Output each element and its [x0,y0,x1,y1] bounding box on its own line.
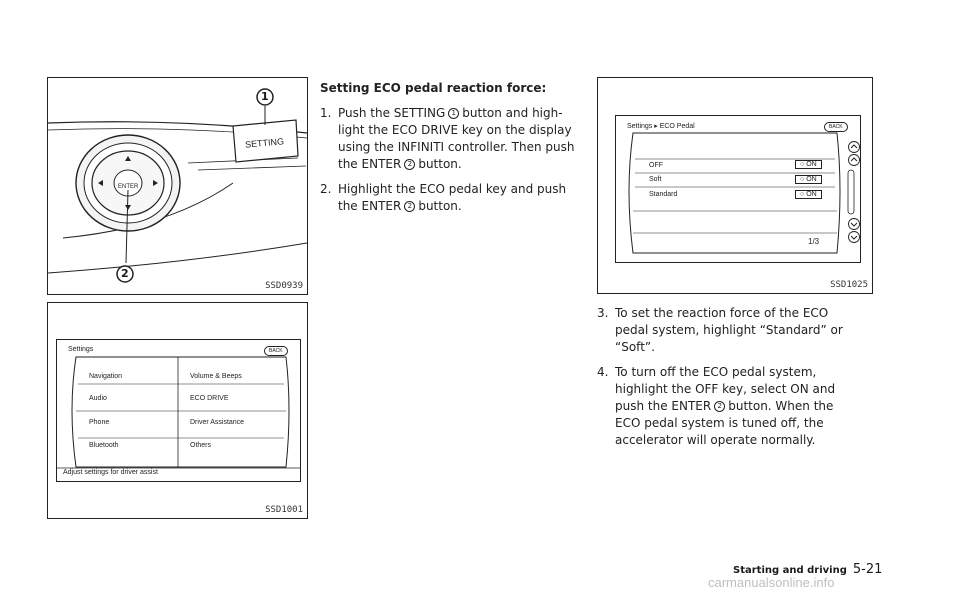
menu-item-eco-drive[interactable]: ECO DRIVE [190,395,229,402]
settings-menu-frame [56,339,301,482]
section-heading: Setting ECO pedal reaction force: [320,81,547,95]
controller-illustration [48,78,307,294]
figure-code: SSD0939 [265,281,303,291]
instructions-column-2 [597,305,877,457]
menu-item-others[interactable]: Others [190,442,212,449]
callout-1-icon: 1 [448,108,459,119]
setting-button-label: SETTING [244,136,285,150]
watermark: carmanualsonline.info [708,575,835,590]
figure-eco-pedal-screen [597,77,873,294]
eco-toggle-standard[interactable]: ○ ON [795,190,822,199]
figure-code: SSD1001 [265,505,303,515]
eco-toggle-off[interactable]: ○ ON [795,160,822,169]
enter-button-label: ENTER [118,184,139,190]
screen-title: Settings [68,346,94,353]
back-button[interactable]: BACK [824,122,848,132]
callout-2-icon: 2 [714,401,725,412]
eco-menu-frame [615,115,861,263]
menu-item-bluetooth[interactable]: Bluetooth [89,442,119,449]
figure-controller [47,77,308,295]
callout-2-icon: 2 [121,267,129,280]
step-2: 2. Highlight the ECO pedal key and push the ENTER 2 button. [320,182,567,213]
back-button[interactable]: BACK [264,346,288,356]
section-name: Starting and driving [733,565,847,576]
step-1: 1. Push the SETTING 1 button and high- light the ECO DRIVE key on the display using the INFINITI controller. Then push the ENTER 2 button. [320,106,575,171]
menu-item-navigation[interactable]: Navigation [89,373,123,380]
callout-1-icon: 1 [261,90,269,103]
eco-row-standard[interactable]: Standard [649,191,678,198]
instructions-column-1 [320,80,590,223]
breadcrumb: Settings ▸ ECO Pedal [627,123,695,130]
step-3: 3. To set the reaction force of the ECO pedal system, highlight “Standard” or “Soft”. [597,306,843,354]
page-number: 5-21 [852,562,883,577]
menu-item-audio[interactable]: Audio [89,395,107,402]
eco-row-soft[interactable]: Soft [649,176,662,183]
scroll-up-icon[interactable] [847,140,861,166]
status-text: Adjust settings for driver assist [63,469,158,476]
step-4: 4. To turn off the ECO pedal system, highlight the OFF key, select ON and push the ENTER 2 button. When the ECO pedal system is tuned off, the accelerator will operate normally. [597,365,836,447]
callout-2-icon: 2 [404,201,415,212]
eco-toggle-soft[interactable]: ○ ON [795,175,822,184]
figure-code: SSD1025 [830,280,868,290]
menu-item-driver-assistance[interactable]: Driver Assistance [190,419,245,426]
page-indicator: 1/3 [808,237,820,246]
figure-settings-screen [47,302,308,519]
callout-2-icon: 2 [404,159,415,170]
menu-item-phone[interactable]: Phone [89,419,110,426]
eco-row-off[interactable]: OFF [649,162,663,169]
menu-item-volume-beeps[interactable]: Volume & Beeps [190,373,242,380]
scroll-down-icon[interactable] [847,218,861,244]
